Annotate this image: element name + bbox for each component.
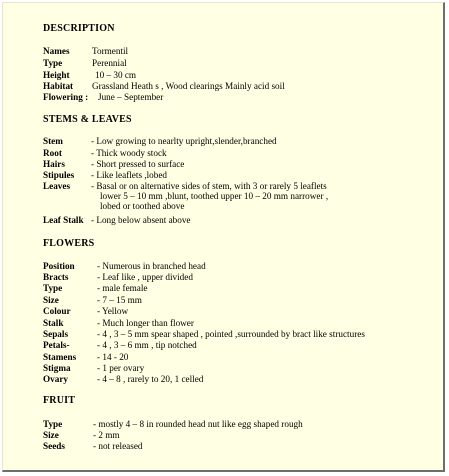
flowers-value: - Much longer than flower: [97, 318, 194, 328]
flowers-value: - 4 , 3 – 6 mm , tip notched: [97, 340, 197, 350]
fruit-value: - 2 mm: [93, 430, 120, 440]
stems-value: - Short pressed to surface: [91, 159, 185, 169]
description-value: Perennial: [92, 58, 127, 68]
stems-leaves-heading: STEMS & LEAVES: [43, 114, 132, 125]
flowers-heading: FLOWERS: [43, 238, 95, 249]
flowers-label: Ovary: [43, 374, 69, 384]
flowers-value: - 4 – 8 , rarely to 20, 1 celled: [97, 374, 204, 384]
fruit-heading: FRUIT: [43, 395, 76, 406]
stems-value: - Thick woody stock: [91, 148, 167, 158]
stems-label: Stipules: [43, 170, 75, 180]
description-label: Flowering :: [43, 92, 89, 102]
description-value: Grassland Heath s , Wood clearings Mainly acid soil: [92, 81, 285, 91]
document-page: [2, 2, 445, 472]
fruit-value: - not released: [93, 441, 143, 451]
stems-label: Root: [43, 148, 62, 158]
description-label: Height: [43, 70, 70, 80]
fruit-label: Size: [43, 430, 59, 440]
flowers-label: Stigma: [43, 363, 71, 373]
stems-label: Leaves: [43, 181, 71, 191]
flowers-label: Petals-: [43, 340, 70, 350]
flowers-label: Colour: [43, 306, 71, 316]
fruit-value: - mostly 4 – 8 in rounded head nut like egg shaped rough: [93, 419, 303, 429]
stems-value-line: - Basal or on alternative sides of stem, with 3 or rarely 5 leaflets: [91, 181, 327, 191]
description-value: 10 – 30 cm: [95, 70, 137, 80]
flowers-label: Stalk: [43, 318, 64, 328]
description-heading: DESCRIPTION: [43, 23, 115, 34]
fruit-label: Seeds: [43, 441, 65, 451]
flowers-value: - Numerous in branched head: [97, 261, 206, 271]
stems-value: - Long below absent above: [91, 215, 191, 225]
flowers-value: - male female: [97, 283, 148, 293]
stems-label: Hairs: [43, 159, 65, 169]
flowers-label: Stamens: [43, 352, 77, 362]
description-label: Habitat: [43, 81, 74, 91]
description-label: Names: [43, 46, 70, 56]
stems-label: Leaf Stalk: [43, 215, 84, 225]
description-value: June – September: [98, 92, 164, 102]
flowers-value: - 14 - 20: [97, 352, 129, 362]
flowers-label: Sepals: [43, 329, 69, 339]
stems-value: - Like leaflets ,lobed: [91, 170, 168, 180]
stems-value-line: lobed or toothed above: [100, 201, 185, 211]
flowers-label: Position: [43, 261, 75, 271]
description-label: Type: [43, 58, 63, 68]
stems-value: - Low growing to nearlty upright,slender,branched: [91, 136, 277, 146]
fruit-label: Type: [43, 419, 63, 429]
flowers-label: Bracts: [43, 272, 69, 282]
stems-value-line: lower 5 – 10 mm ,blunt, toothed upper 10 – 20 mm narrower ,: [100, 191, 329, 201]
description-value: Tormentil: [92, 46, 129, 56]
flowers-value: - Yellow: [97, 306, 129, 316]
flowers-value: - 7 – 15 mm: [97, 295, 142, 305]
stems-value: [91, 181, 328, 211]
flowers-value: - Leaf like , upper divided: [97, 272, 193, 282]
flowers-value: - 1 per ovary: [97, 363, 145, 373]
stems-label: Stem: [43, 136, 63, 146]
flowers-label: Type: [43, 283, 63, 293]
flowers-label: Size: [43, 295, 59, 305]
flowers-value: - 4 , 3 – 5 mm spear shaped , pointed ,surrounded by bract like structures: [97, 329, 365, 339]
